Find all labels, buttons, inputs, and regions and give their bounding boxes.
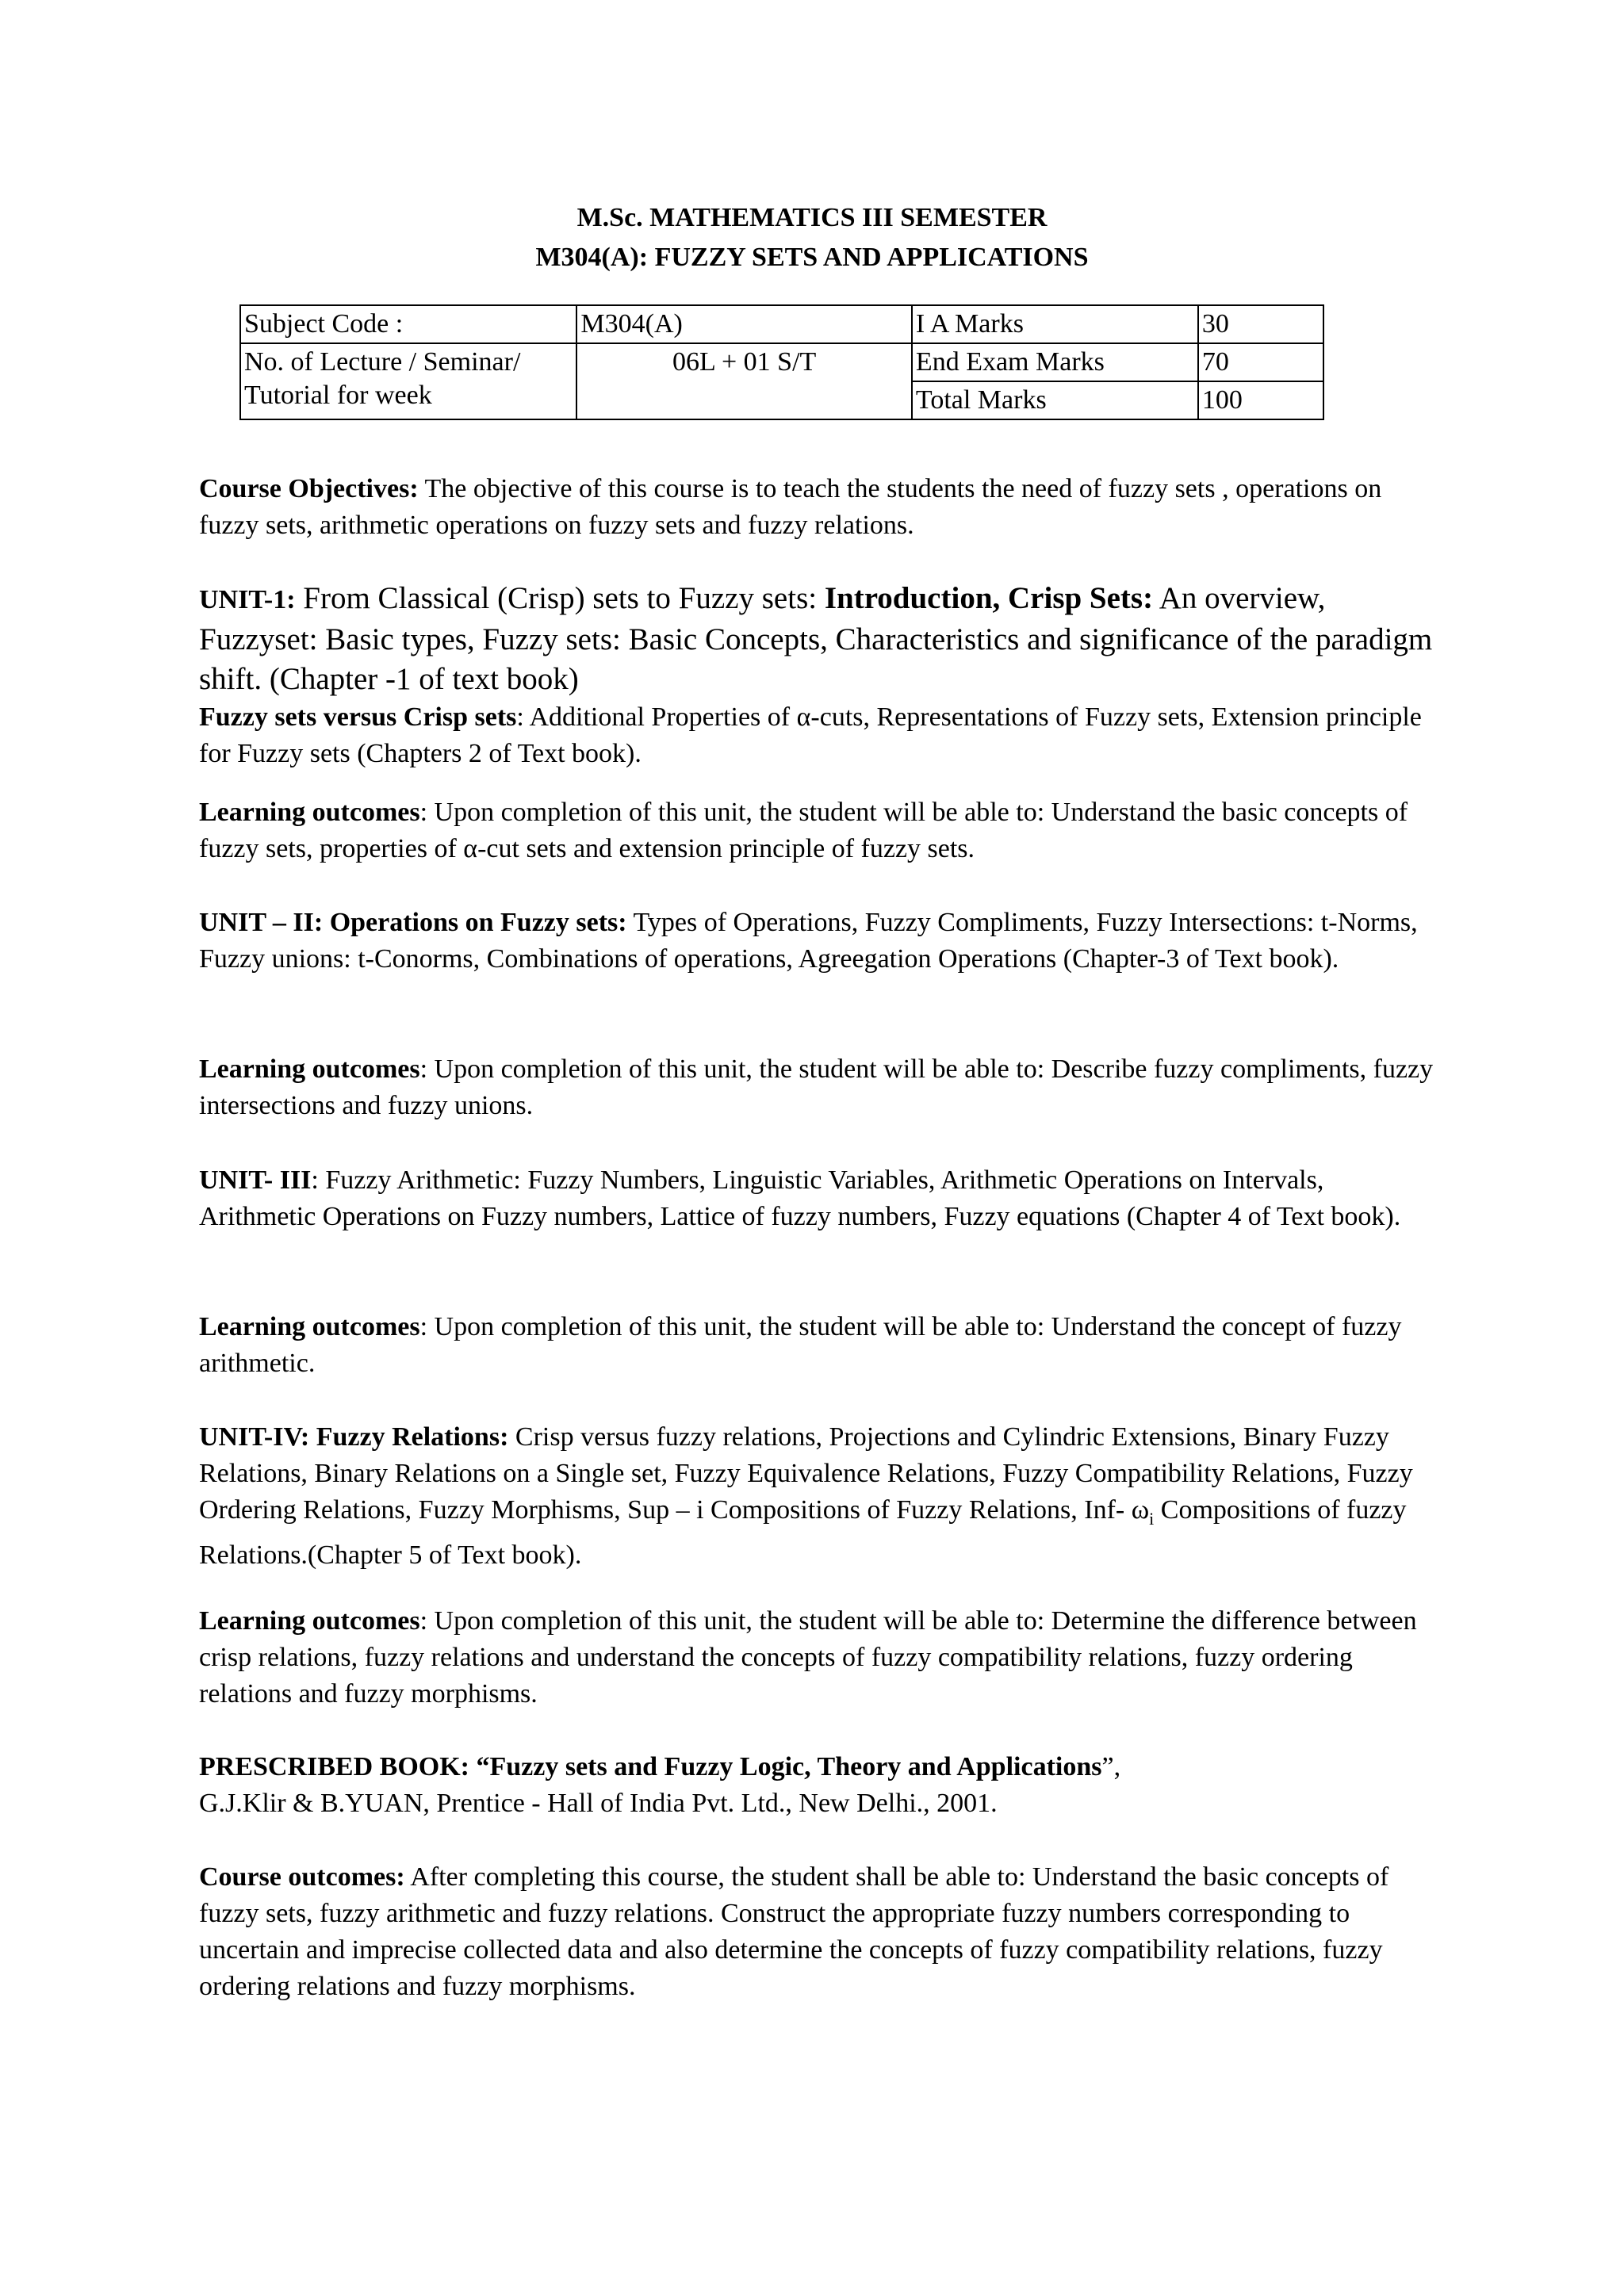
unit-4-text-2: Compositions of fuzzy Relations.(Chapter 5 of Text book). [199, 1495, 1407, 1570]
unit-2 [199, 905, 1436, 978]
end-exam-value: 70 [1198, 343, 1323, 381]
ia-marks-value: 30 [1198, 305, 1323, 343]
outcomes-heading: Course outcomes: [199, 1862, 405, 1892]
unit-1 [199, 579, 1436, 772]
book-close-quote: ”, [1101, 1752, 1121, 1781]
unit-3-heading: UNIT- III [199, 1165, 312, 1195]
objectives-text: The objective of this course is to teach the students the need of fuzzy sets , operations on fuzzy sets, arithmetic operations on fuzzy sets and fuzzy relations. [199, 474, 1382, 540]
title-line-2: M304(A): FUZZY SETS AND APPLICATIONS [535, 243, 1089, 272]
course-outcomes [199, 1859, 1436, 2005]
unit-3-text: : Fuzzy Arithmetic: Fuzzy Numbers, Linguistic Variables, Arithmetic Operations on Intervals, Arithmetic Operations on Fuzzy numbers, Lattice of fuzzy numbers, Fuzzy equations (Chapter 4 of Text book). [199, 1165, 1401, 1231]
unit-1-heading: UNIT-1: [199, 585, 296, 614]
table-row [240, 305, 1323, 343]
lo-4-heading: Learning outcomes [199, 1606, 420, 1636]
book-heading: PRESCRIBED BOOK: “Fuzzy sets and Fuzzy Logic, Theory and Applications [199, 1752, 1102, 1781]
unit-1-bold-3: Fuzzy sets versus Crisp sets [199, 702, 517, 732]
unit-1-text-2: An overview, Fuzzyset: Basic types, Fuzzy sets: Basic Concepts, Characteristics and significance of the paradigm shift. (Chapter -1 of text book) [199, 581, 1433, 696]
omega-subscript: i [1149, 1508, 1155, 1529]
subject-code-value: M304(A) [576, 305, 912, 343]
unit-1-text-1: From Classical (Crisp) sets to Fuzzy sets: [295, 581, 825, 615]
unit-4-heading: UNIT-IV: Fuzzy Relations: [199, 1422, 509, 1452]
title-line-1: M.Sc. MATHEMATICS III SEMESTER [576, 203, 1048, 232]
outcomes-text: After completing this course, the student shall be able to: Understand the basic concepts of fuzzy sets, fuzzy arithmetic and fuzzy relations. Construct the appropriate fuzzy numbers corresponding to uncertain and imprecise collected data and also determine the concepts of fuzzy compatibility relations, fuzzy ordering relations and fuzzy morphisms. [199, 1862, 1389, 2001]
lo-1-heading: Learning outcomes [199, 798, 420, 827]
end-exam-label: End Exam Marks [912, 343, 1198, 381]
unit-1-part-2 [199, 699, 1436, 772]
learning-outcomes-4 [199, 1603, 1436, 1712]
learning-outcomes-3 [199, 1309, 1436, 1382]
lo-4-text: : Upon completion of this unit, the student will be able to: Determine the difference between crisp relations, fuzzy relations and understand the concepts of fuzzy compatibility relations, fuzzy ordering relations and fuzzy morphisms. [199, 1606, 1417, 1709]
subject-info-table [239, 304, 1324, 420]
lo-2-text: : Upon completion of this unit, the student will be able to: Describe fuzzy compliments, fuzzy intersections and fuzzy unions. [199, 1054, 1434, 1120]
subject-code-label: Subject Code : [240, 305, 576, 343]
learning-outcomes-1 [199, 794, 1436, 867]
learning-outcomes-2 [199, 1051, 1436, 1124]
unit-4 [199, 1419, 1436, 1574]
unit-1-intro [199, 579, 1436, 699]
lecture-value: 06L + 01 S/T [576, 343, 912, 419]
lecture-label [240, 343, 576, 419]
objectives-heading: Course Objectives: [199, 474, 419, 503]
unit-4-text-1: Crisp versus fuzzy relations, Projections and Cylindric Extensions, Binary Fuzzy Relations, Binary Relations on a Single set, Fuzzy Equivalence Relations, Fuzzy Compatibility Relations, Fuzzy Ordering Relations, Fuzzy Morphisms, Sup – i Compositions of Fuzzy Relations, Inf- ω [199, 1422, 1413, 1525]
total-marks-value: 100 [1198, 381, 1323, 419]
lecture-label-line-2: Tutorial for week [244, 381, 432, 410]
course-title [0, 198, 1624, 277]
total-marks-label: Total Marks [912, 381, 1198, 419]
ia-marks-label: I A Marks [912, 305, 1198, 343]
table-row [240, 343, 1323, 381]
lo-1-text: : Upon completion of this unit, the student will be able to: Understand the basic concepts of fuzzy sets, properties of α-cut sets and extension principle of fuzzy sets. [199, 798, 1408, 863]
book-details: G.J.Klir & B.YUAN, Prentice - Hall of India Pvt. Ltd., New Delhi., 2001. [199, 1789, 998, 1818]
lo-2-heading: Learning outcomes [199, 1054, 420, 1084]
unit-1-text-3: : Additional Properties of α-cuts, Representations of Fuzzy sets, Extension principle for Fuzzy sets (Chapters 2 of Text book). [199, 702, 1422, 768]
unit-2-text: Types of Operations, Fuzzy Compliments, Fuzzy Intersections: t-Norms, Fuzzy unions: t-Conorms, Combinations of operations, Agreegation Operations (Chapter-3 of Text book). [199, 908, 1418, 974]
lo-3-text: : Upon completion of this unit, the student will be able to: Understand the concept of fuzzy arithmetic. [199, 1312, 1402, 1378]
unit-3 [199, 1162, 1436, 1235]
course-objectives [199, 471, 1436, 544]
lecture-label-line-1: No. of Lecture / Seminar/ [244, 347, 521, 377]
book-title-line [199, 1749, 1436, 1785]
prescribed-book [199, 1749, 1436, 1822]
unit-1-bold-2: Introduction, Crisp Sets: [824, 581, 1154, 615]
unit-2-heading: UNIT – II: Operations on Fuzzy sets: [199, 908, 627, 937]
lo-3-heading: Learning outcomes [199, 1312, 420, 1341]
